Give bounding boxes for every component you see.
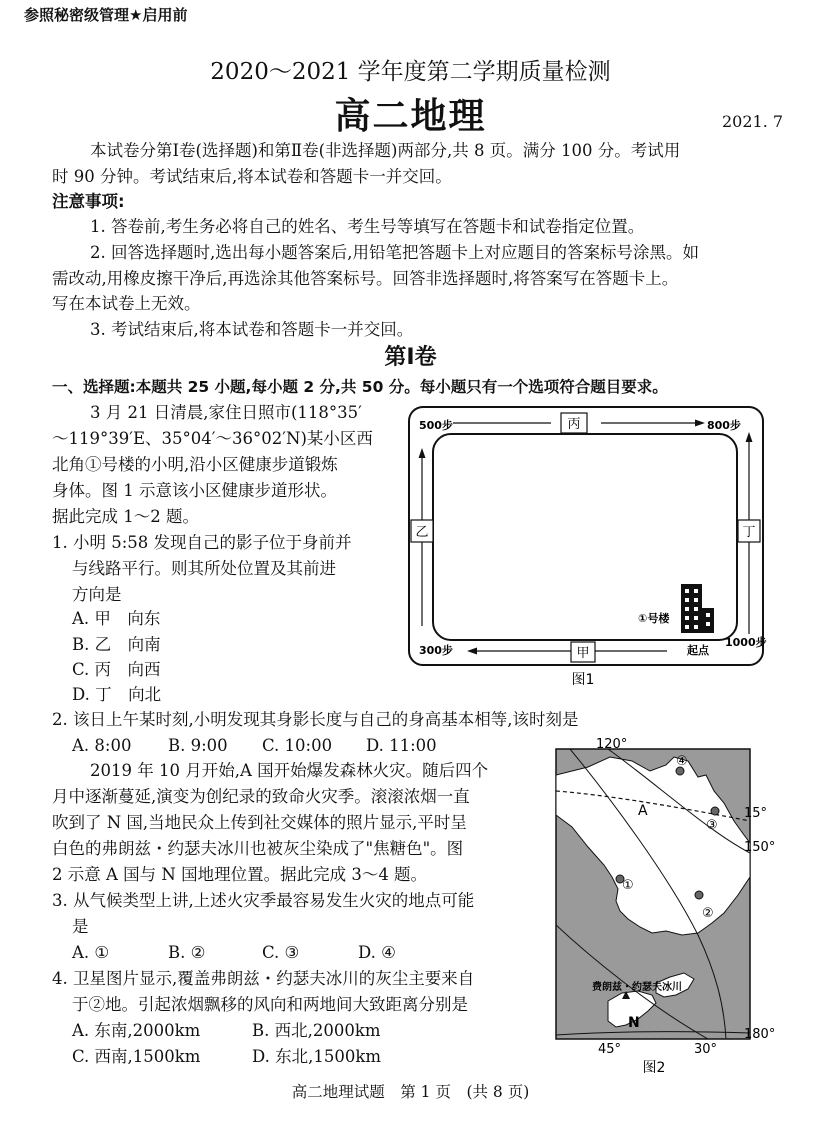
passage1-line-4: 身体。图 1 示意该小区健康步道形状。: [52, 481, 337, 500]
label-point-1: ①: [622, 878, 634, 893]
intro-line-2: 时 90 分钟。考试结束后,将本试卷和答题卡一并交回。: [52, 167, 452, 186]
q2-stem: 2. 该日上午某时刻,小明发现其身影长度与自己的身高基本相等,该时刻是: [52, 710, 579, 729]
q2-option-d: D. 11:00: [366, 736, 437, 755]
passage2-line-5: 2 示意 A 国与 N 国地理位置。据此完成 3～4 题。: [52, 865, 428, 884]
label-ding: 丁: [742, 525, 756, 540]
figure-1-caption: 图1: [571, 672, 595, 688]
q1-option-b: B. 乙 向南: [72, 635, 161, 654]
passage2-line-2: 月中逐渐蔓延,演变为创纪录的致命火灾季。滚滚浓烟一直: [52, 787, 470, 806]
label-150: 150°: [744, 840, 776, 855]
label-start: 起点: [687, 644, 709, 657]
figure-1-path-diagram: [405, 404, 767, 690]
label-country-n: N: [628, 1015, 640, 1031]
right-arrow-head: [746, 432, 753, 442]
q1-stem-1: 1. 小明 5:58 发现自己的影子位于身前并: [52, 533, 352, 552]
label-300-steps: 300步: [419, 644, 453, 657]
note-2-line-3: 写在本试卷上无效。: [52, 294, 201, 313]
q1-option-c: C. 丙 向西: [72, 660, 161, 679]
label-120: 120°: [596, 737, 628, 752]
note-1: 1. 答卷前,考生务必将自己的姓名、考生号等填写在答题卡和试卷指定位置。: [90, 217, 645, 236]
label-45: 45°: [598, 1042, 622, 1057]
passage2-line-4: 白色的弗朗兹・约瑟夫冰川也被灰尘染成了"焦糖色"。图: [52, 839, 464, 858]
q3-option-c: C. ③: [262, 943, 300, 962]
building-icon: [681, 584, 714, 633]
notes-title: 注意事项:: [52, 192, 125, 211]
subject-title: 高二地理: [334, 96, 487, 137]
q3-option-d: D. ④: [358, 943, 396, 962]
q4-stem-1: 4. 卫星图片显示,覆盖弗朗兹・约瑟夫冰川的灰尘主要来自: [52, 969, 475, 988]
passage2-line-1: 2019 年 10 月开始,A 国开始爆发森林火灾。随后四个: [90, 761, 489, 780]
q3-option-b: B. ②: [168, 943, 206, 962]
q3-stem-1: 3. 从气候类型上讲,上述火灾季最容易发生火灾的地点可能: [52, 891, 475, 910]
label-15: 15°: [744, 806, 768, 821]
q3-option-a: A. ①: [72, 943, 110, 962]
page-footer: 高二地理试题 第 1 页 (共 8 页): [291, 1083, 530, 1101]
note-2-line-1: 2. 回答选择题时,选出每小题答案后,用铅笔把答题卡上对应题目的答案标号涂黑。如: [90, 243, 699, 262]
q2-option-a: A. 8:00: [72, 736, 132, 755]
passage1-line-1: 3 月 21 日清晨,家住日照市(118°35′: [90, 403, 362, 422]
point-2-marker: [695, 891, 703, 899]
q4-option-d: D. 东北,1500km: [252, 1047, 382, 1066]
label-country-a: A: [638, 803, 648, 819]
top-arrow-head: [695, 420, 705, 427]
q1-stem-3: 方向是: [72, 585, 122, 604]
bottom-arrow-head: [467, 648, 477, 655]
label-yi: 乙: [415, 525, 429, 540]
note-3: 3. 考试结束后,将本试卷和答题卡一并交回。: [90, 320, 414, 339]
section-title: 第Ⅰ卷: [384, 345, 437, 370]
exam-title: 2020～2021 学年度第二学期质量检测: [210, 59, 611, 85]
q3-stem-2: 是: [72, 917, 89, 936]
passage1-line-2: ～119°39′E、35°04′～36°02′N)某小区西: [52, 429, 373, 448]
label-800-steps: 800步: [707, 419, 741, 432]
label-point-2: ②: [702, 906, 714, 921]
section-instructions: 一、选择题:本题共 25 小题,每小题 2 分,共 50 分。每小题只有一个选项符合题目要求。: [52, 378, 668, 396]
q2-option-b: B. 9:00: [168, 736, 228, 755]
note-2-line-2: 需改动,用橡皮擦干净后,再选涂其他答案标号。回答非选择题时,将答案写在答题卡上。: [52, 269, 679, 288]
left-arrow-head: [419, 448, 426, 458]
passage2-line-3: 吹到了 N 国,当地民众上传到社交媒体的照片显示,平时呈: [52, 813, 467, 832]
label-30: 30°: [694, 1042, 718, 1057]
label-jia: 甲: [576, 646, 590, 661]
label-180: 180°: [744, 1027, 776, 1042]
q4-option-a: A. 东南,2000km: [72, 1021, 201, 1040]
q4-option-c: C. 西南,1500km: [72, 1047, 201, 1066]
figure-2-map: [548, 735, 788, 1080]
q1-stem-2: 与线路平行。则其所处位置及其前进: [72, 559, 336, 578]
exam-date: 2021. 7: [722, 112, 784, 131]
intro-line-1: 本试卷分第Ⅰ卷(选择题)和第Ⅱ卷(非选择题)两部分,共 8 页。满分 100 分。考试用: [90, 141, 681, 160]
label-building: ①号楼: [638, 612, 670, 625]
q4-stem-2: 于②地。引起浓烟飘移的风向和两地间大致距离分别是: [72, 995, 468, 1014]
figure-2-caption: 图2: [642, 1060, 666, 1076]
label-point-3: ③: [706, 818, 718, 833]
passage1-line-5: 据此完成 1～2 题。: [52, 507, 199, 526]
q1-option-d: D. 丁 向北: [72, 685, 162, 704]
q1-option-a: A. 甲 向东: [72, 609, 161, 628]
q4-option-b: B. 西北,2000km: [252, 1021, 381, 1040]
secret-label: 参照秘密级管理★启用前: [24, 6, 188, 24]
label-glacier: 费朗兹・约瑟夫冰川: [592, 982, 682, 993]
label-1000-steps: 1000步: [725, 636, 767, 649]
label-point-4: ④: [676, 754, 688, 769]
point-3-marker: [711, 807, 719, 815]
q2-option-c: C. 10:00: [262, 736, 333, 755]
label-500-steps: 500步: [419, 419, 453, 432]
label-bing: 丙: [567, 417, 581, 432]
passage1-line-3: 北角①号楼的小明,沿小区健康步道锻炼: [52, 455, 338, 474]
